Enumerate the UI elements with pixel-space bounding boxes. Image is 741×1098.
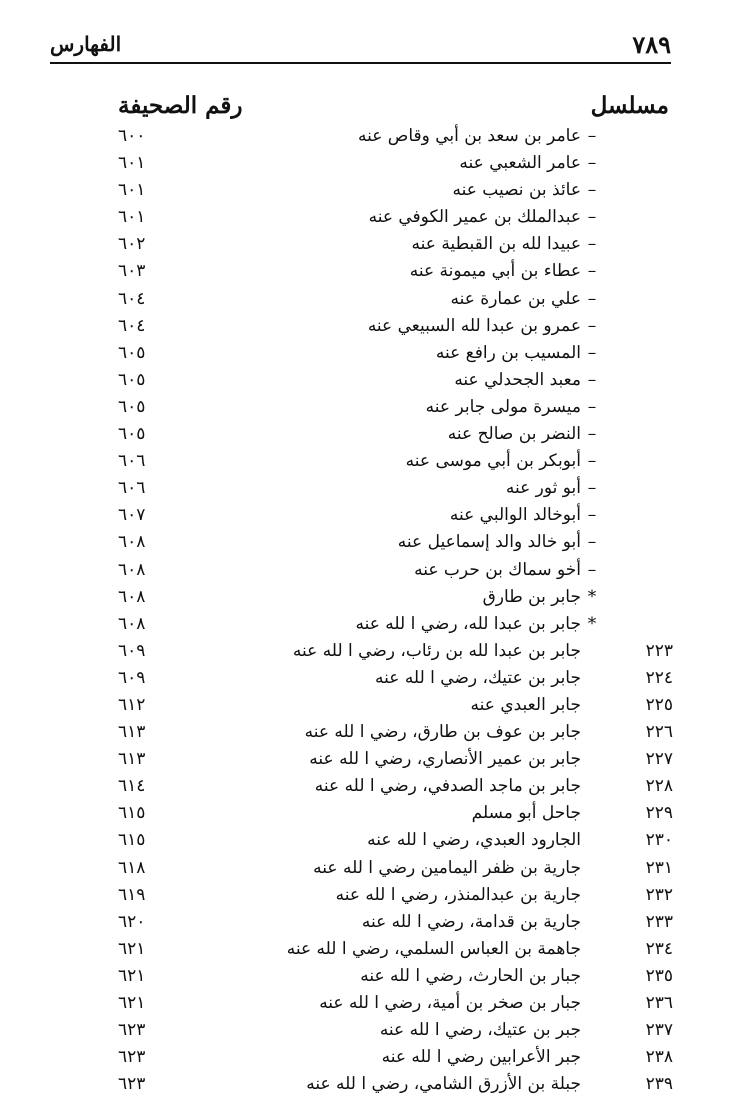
- page-reference: ٦٠٥: [118, 396, 146, 417]
- entry-name: ميسرة مولى جابر عنه: [423, 397, 581, 417]
- index-list: [0, 123, 741, 1098]
- list-item: [0, 258, 741, 285]
- page-reference: ٦٠٣: [118, 261, 146, 282]
- page-reference: ٦٠٨: [118, 613, 146, 634]
- entry-marker: –: [587, 315, 597, 336]
- list-item: [0, 746, 741, 773]
- entry-name: جارية بن ظفر اليمامين رضي ا لله عنه: [310, 858, 581, 878]
- entry-marker: –: [587, 180, 597, 201]
- list-item: [0, 286, 741, 313]
- entry: [170, 150, 581, 177]
- entry: [170, 448, 581, 475]
- entry: [170, 421, 581, 448]
- entry: [170, 502, 581, 529]
- entry: [170, 909, 581, 936]
- serial-number: ٢٣٦: [645, 993, 673, 1013]
- entry-name: جارية بن قدامة، رضي ا لله عنه: [359, 912, 581, 932]
- page-reference: ٦٠٠: [118, 126, 146, 146]
- list-item: [0, 529, 741, 556]
- entry-name: جابر بن عبدا لله بن رئاب، رضي ا لله عنه: [290, 641, 581, 661]
- serial-column-heading: مسلسل: [590, 92, 669, 119]
- entry-marker: –: [587, 207, 597, 228]
- serial-number: ٢٢٩: [645, 803, 673, 824]
- entry-name: جابر بن ماجد الصدفي، رضي ا لله عنه: [312, 776, 581, 796]
- entry: [170, 340, 581, 367]
- entry: [170, 827, 581, 854]
- entry-name: جابر بن طارق: [480, 587, 581, 607]
- entry: [170, 719, 581, 746]
- list-item: [0, 963, 741, 990]
- page-reference: ٦١٥: [118, 803, 146, 824]
- entry-marker: –: [587, 234, 597, 255]
- list-item: [0, 177, 741, 204]
- entry-marker: –: [587, 559, 597, 580]
- entry: [170, 394, 581, 421]
- list-item: [0, 638, 741, 665]
- header-divider: [50, 62, 671, 64]
- entry: [170, 963, 581, 990]
- page-reference: ٦٠٨: [118, 532, 146, 553]
- entry-name: عطاء بن أبي ميمونة عنه: [407, 261, 581, 281]
- list-item: [0, 475, 741, 502]
- entry-name: أبو ثور عنه: [503, 478, 581, 498]
- page-reference: ٦١٢: [118, 694, 146, 715]
- entry: [170, 746, 581, 773]
- page-reference: ٦٢٣: [118, 1047, 146, 1068]
- page-reference: ٦٠٩: [118, 640, 146, 661]
- entry: [170, 367, 581, 394]
- list-item: [0, 1044, 741, 1071]
- page-reference: ٦٠٦: [118, 478, 146, 499]
- page-reference: ٦١٩: [118, 884, 146, 905]
- entry: [170, 204, 581, 231]
- entry-name: جابر بن عمير الأنصاري، رضي ا لله عنه: [306, 749, 581, 769]
- list-item: [0, 909, 741, 936]
- page-column-heading: رقم الصحيفة: [118, 92, 243, 119]
- entry-name: جبار بن صخر بن أمية، رضي ا لله عنه: [316, 993, 581, 1013]
- list-item: [0, 367, 741, 394]
- list-item: [0, 502, 741, 529]
- serial-number: ٢٣١: [645, 857, 673, 878]
- entry-name: جابر بن عوف بن طارق، رضي ا لله عنه: [302, 722, 581, 742]
- serial-number: ٢٣٨: [645, 1047, 673, 1068]
- page-reference: ٦١٥: [118, 830, 146, 851]
- entry: [170, 584, 581, 611]
- entry-marker: –: [587, 369, 597, 390]
- page-reference: ٦٠٤: [118, 288, 146, 309]
- entry-name: عبيدا لله بن القبطية عنه: [409, 234, 581, 254]
- entry-marker: –: [587, 424, 597, 445]
- page-reference: ٦٠١: [118, 180, 146, 201]
- entry: [170, 638, 581, 665]
- page-reference: ٦٢٠: [118, 911, 146, 932]
- serial-number: ٢٣٢: [645, 884, 673, 905]
- serial-number: ٢٢٧: [645, 749, 673, 770]
- page-header: [50, 30, 671, 60]
- list-item: [0, 448, 741, 475]
- entry: [170, 665, 581, 692]
- entry-name: جابر بن عبدا لله، رضي ا لله عنه: [353, 614, 581, 634]
- entry-marker: –: [587, 451, 597, 472]
- entry-marker: *: [587, 613, 597, 634]
- entry: [170, 286, 581, 313]
- entry-name: جابر العبدي عنه: [468, 695, 581, 715]
- entry: [170, 557, 581, 584]
- list-item: [0, 990, 741, 1017]
- entry-name: أبو خالد والد إسماعيل عنه: [395, 532, 581, 552]
- serial-number: ٢٢٦: [645, 722, 673, 743]
- entry-name: جبر بن عتيك، رضي ا لله عنه: [377, 1020, 581, 1040]
- entry-name: جابر بن عتيك، رضي ا لله عنه: [372, 668, 581, 688]
- page-reference: ٦٢١: [118, 965, 146, 986]
- page-reference: ٦٠١: [118, 207, 146, 228]
- entry-marker: –: [587, 532, 597, 553]
- entry-name: جاحل أبو مسلم: [469, 803, 581, 823]
- page-reference: ٦٠٥: [118, 342, 146, 363]
- serial-number: ٢٢٤: [645, 667, 673, 688]
- entry-name: جبر الأعرابين رضي ا لله عنه: [379, 1047, 581, 1067]
- list-item: [0, 421, 741, 448]
- serial-number: ٢٢٣: [645, 640, 673, 661]
- list-item: [0, 719, 741, 746]
- list-item: [0, 855, 741, 882]
- list-item: [0, 1017, 741, 1044]
- entry: [170, 611, 581, 638]
- page-reference: ٦١٨: [118, 857, 146, 878]
- serial-number: ٢٣٧: [645, 1020, 673, 1041]
- list-item: [0, 665, 741, 692]
- page-reference: ٦٢٣: [118, 1074, 146, 1095]
- serial-number: ٢٣٩: [645, 1074, 673, 1095]
- entry: [170, 882, 581, 909]
- entry-marker: –: [587, 478, 597, 499]
- page-reference: ٦٠٥: [118, 369, 146, 390]
- entry: [170, 258, 581, 285]
- page-reference: ٦٠٧: [118, 505, 146, 526]
- entry: [170, 1044, 581, 1071]
- page-reference: ٦٢١: [118, 938, 146, 959]
- entry: [170, 936, 581, 963]
- entry-name: أخو سماك بن حرب عنه: [411, 560, 581, 580]
- entry-marker: –: [587, 126, 597, 146]
- serial-number: ٢٢٥: [645, 694, 673, 715]
- page-reference: ٦١٤: [118, 776, 146, 797]
- serial-number: ٢٣٥: [645, 965, 673, 986]
- entry: [170, 800, 581, 827]
- running-title: الفهارس: [50, 32, 122, 56]
- entry-name: عمرو بن عبدا لله السبيعي عنه: [365, 316, 581, 336]
- list-item: [0, 150, 741, 177]
- page-reference: ٦٠١: [118, 153, 146, 174]
- list-item: [0, 557, 741, 584]
- entry: [170, 990, 581, 1017]
- page-reference: ٦١٣: [118, 749, 146, 770]
- entry-name: عامر بن سعد بن أبي وقاص عنه: [355, 126, 581, 146]
- entry-marker: –: [587, 261, 597, 282]
- list-item: [0, 231, 741, 258]
- entry: [170, 475, 581, 502]
- entry-name: عبدالملك بن عمير الكوفي عنه: [366, 207, 581, 227]
- entry-name: عائذ بن نصيب عنه: [449, 180, 581, 200]
- entry-marker: –: [587, 396, 597, 417]
- entry-marker: –: [587, 342, 597, 363]
- entry-marker: *: [587, 586, 597, 607]
- entry-name: أبوخالد الوالبي عنه: [447, 505, 581, 525]
- list-item: [0, 313, 741, 340]
- list-item: [0, 394, 741, 421]
- entry-name: المسيب بن رافع عنه: [433, 343, 581, 363]
- entry-name: معبد الجحدلي عنه: [451, 370, 581, 390]
- list-item: [0, 611, 741, 638]
- list-item: [0, 882, 741, 909]
- entry: [170, 177, 581, 204]
- entry: [170, 855, 581, 882]
- entry: [170, 231, 581, 258]
- list-item: [0, 936, 741, 963]
- list-item: [0, 123, 741, 150]
- entry-marker: –: [587, 505, 597, 526]
- list-item: [0, 692, 741, 719]
- entry-marker: –: [587, 288, 597, 309]
- entry-name: أبوبكر بن أبي موسى عنه: [403, 451, 581, 471]
- entry-marker: –: [587, 153, 597, 174]
- entry: [170, 313, 581, 340]
- entry-name: جبار بن الحارث، رضي ا لله عنه: [357, 966, 581, 986]
- page-reference: ٦٠٤: [118, 315, 146, 336]
- page-number: ٧٨٩: [632, 30, 671, 59]
- serial-number: ٢٣٤: [645, 938, 673, 959]
- page-reference: ٦٠٩: [118, 667, 146, 688]
- entry-name: الجارود العبدي، رضي ا لله عنه: [364, 830, 581, 850]
- page-reference: ٦٠٨: [118, 586, 146, 607]
- page-reference: ٦٠٦: [118, 451, 146, 472]
- list-item: [0, 204, 741, 231]
- entry-name: علي بن عمارة عنه: [448, 289, 581, 309]
- entry-name: جاهمة بن العباس السلمي، رضي ا لله عنه: [284, 939, 581, 959]
- entry-name: النضر بن صالح عنه: [445, 424, 581, 444]
- list-item: [0, 800, 741, 827]
- page-reference: ٦٠٨: [118, 559, 146, 580]
- serial-number: ٢٣٣: [645, 911, 673, 932]
- list-item: [0, 827, 741, 854]
- page-reference: ٦٢٣: [118, 1020, 146, 1041]
- serial-number: ٢٣٠: [645, 830, 673, 851]
- entry: [170, 773, 581, 800]
- page-reference: ٦٠٥: [118, 424, 146, 445]
- entry: [170, 529, 581, 556]
- entry: [170, 1017, 581, 1044]
- entry-name: جارية بن عبدالمنذر، رضي ا لله عنه: [333, 885, 581, 905]
- page-reference: ٦٠٢: [118, 234, 146, 255]
- entry: [170, 692, 581, 719]
- entry: [170, 123, 581, 150]
- serial-number: ٢٢٨: [645, 776, 673, 797]
- list-item: [0, 340, 741, 367]
- list-item: [0, 773, 741, 800]
- page-reference: ٦١٣: [118, 722, 146, 743]
- entry-name: عامر الشعبي عنه: [456, 153, 581, 173]
- entry-name: جبلة بن الأزرق الشامي، رضي ا لله عنه: [303, 1074, 581, 1094]
- list-item: [0, 584, 741, 611]
- page-reference: ٦٢١: [118, 993, 146, 1013]
